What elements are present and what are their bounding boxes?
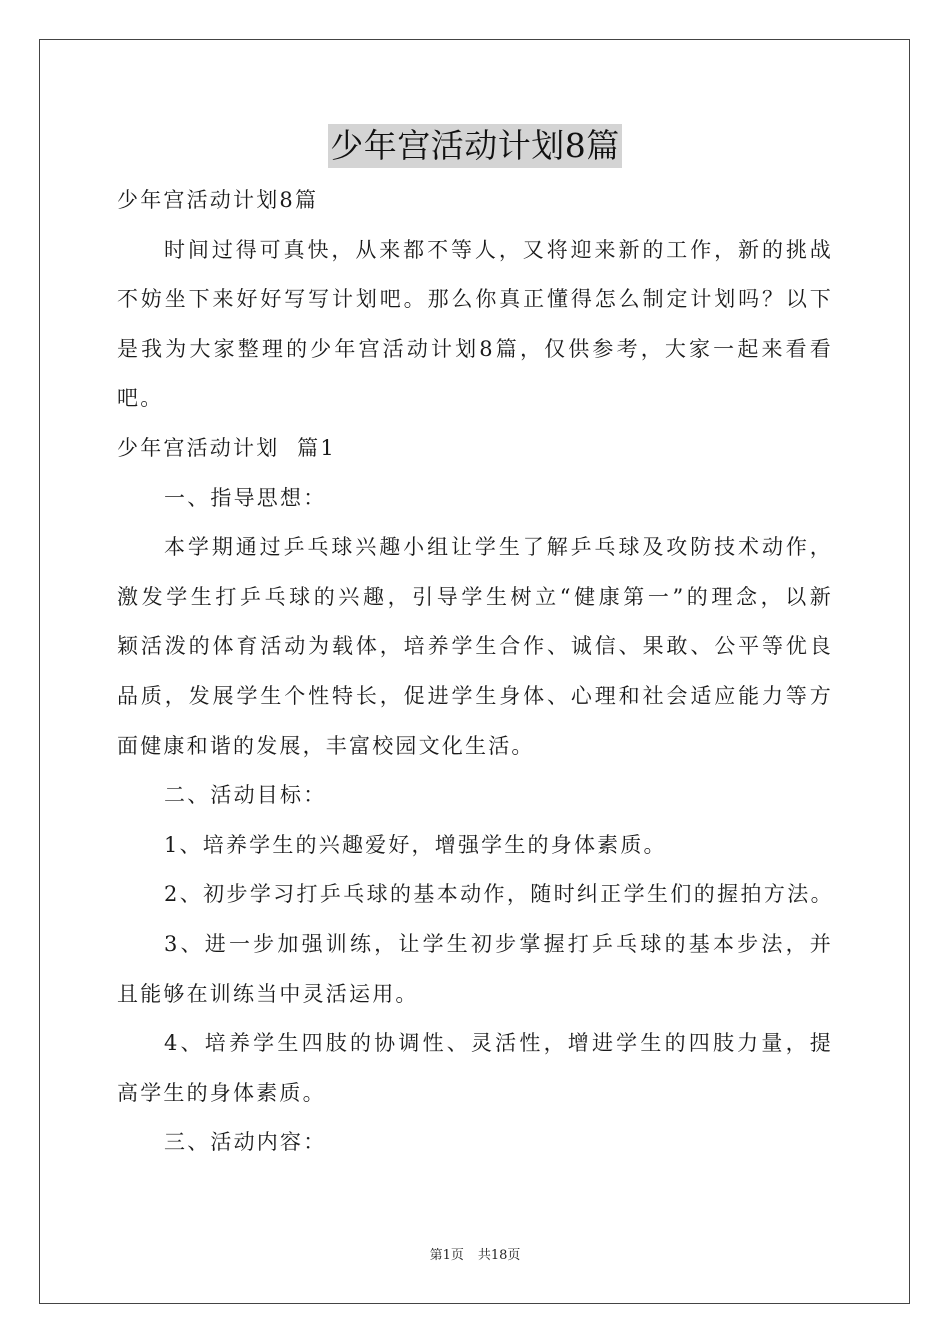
intro-line: 吧。	[117, 386, 164, 411]
intro-line: 是我为大家整理的少年宫活动计划8篇，仅供参考，大家一起来看看	[117, 336, 833, 361]
goal-4-line: 高学生的身体素质。	[117, 1080, 326, 1105]
intro-line: 时间过得可真快，从来都不等人，又将迎来新的工作，新的挑战	[164, 237, 833, 262]
guiding-heading: 一、指导思想：	[164, 485, 327, 510]
goal-3-line: 3、进一步加强训练，让学生初步掌握打乒乓球的基本步法，并	[164, 931, 833, 956]
guiding-line: 品质，发展学生个性特长，促进学生身体、心理和社会适应能力等方	[117, 683, 833, 708]
document-body	[117, 176, 833, 1168]
page-footer	[0, 1247, 950, 1265]
content-heading: 三、活动内容：	[164, 1130, 327, 1155]
document-subtitle: 少年宫活动计划8篇	[117, 188, 319, 212]
goal-1: 1、培养学生的兴趣爱好，增强学生的身体素质。	[164, 832, 667, 857]
title-container	[0, 124, 950, 168]
section-heading: 少年宫活动计划 篇1	[117, 435, 336, 460]
guiding-line: 本学期通过乒乓球兴趣小组让学生了解乒乓球及攻防技术动作，	[164, 535, 833, 560]
goal-3-line: 且能够在训练当中灵活运用。	[117, 981, 419, 1006]
guiding-line: 颖活泼的体育活动为载体，培养学生合作、诚信、果敢、公平等优良	[117, 634, 833, 659]
guiding-line: 面健康和谐的发展，丰富校园文化生活。	[117, 733, 535, 758]
page-number: 第1页	[429, 1248, 464, 1263]
goals-heading: 二、活动目标：	[164, 783, 327, 808]
goal-4-line: 4、培养学生四肢的协调性、灵活性，增进学生的四肢力量，提	[164, 1031, 833, 1056]
guiding-line: 激发学生打乒乓球的兴趣，引导学生树立“健康第一”的理念，以新	[117, 584, 833, 609]
goal-2: 2、初步学习打乒乓球的基本动作，随时纠正学生们的握拍方法。	[164, 882, 833, 907]
intro-line: 不妨坐下来好好写写计划吧。那么你真正懂得怎么制定计划吗？以下	[117, 287, 833, 312]
document-title: 少年宫活动计划8篇	[328, 124, 622, 168]
page-total: 共18页	[477, 1248, 521, 1263]
